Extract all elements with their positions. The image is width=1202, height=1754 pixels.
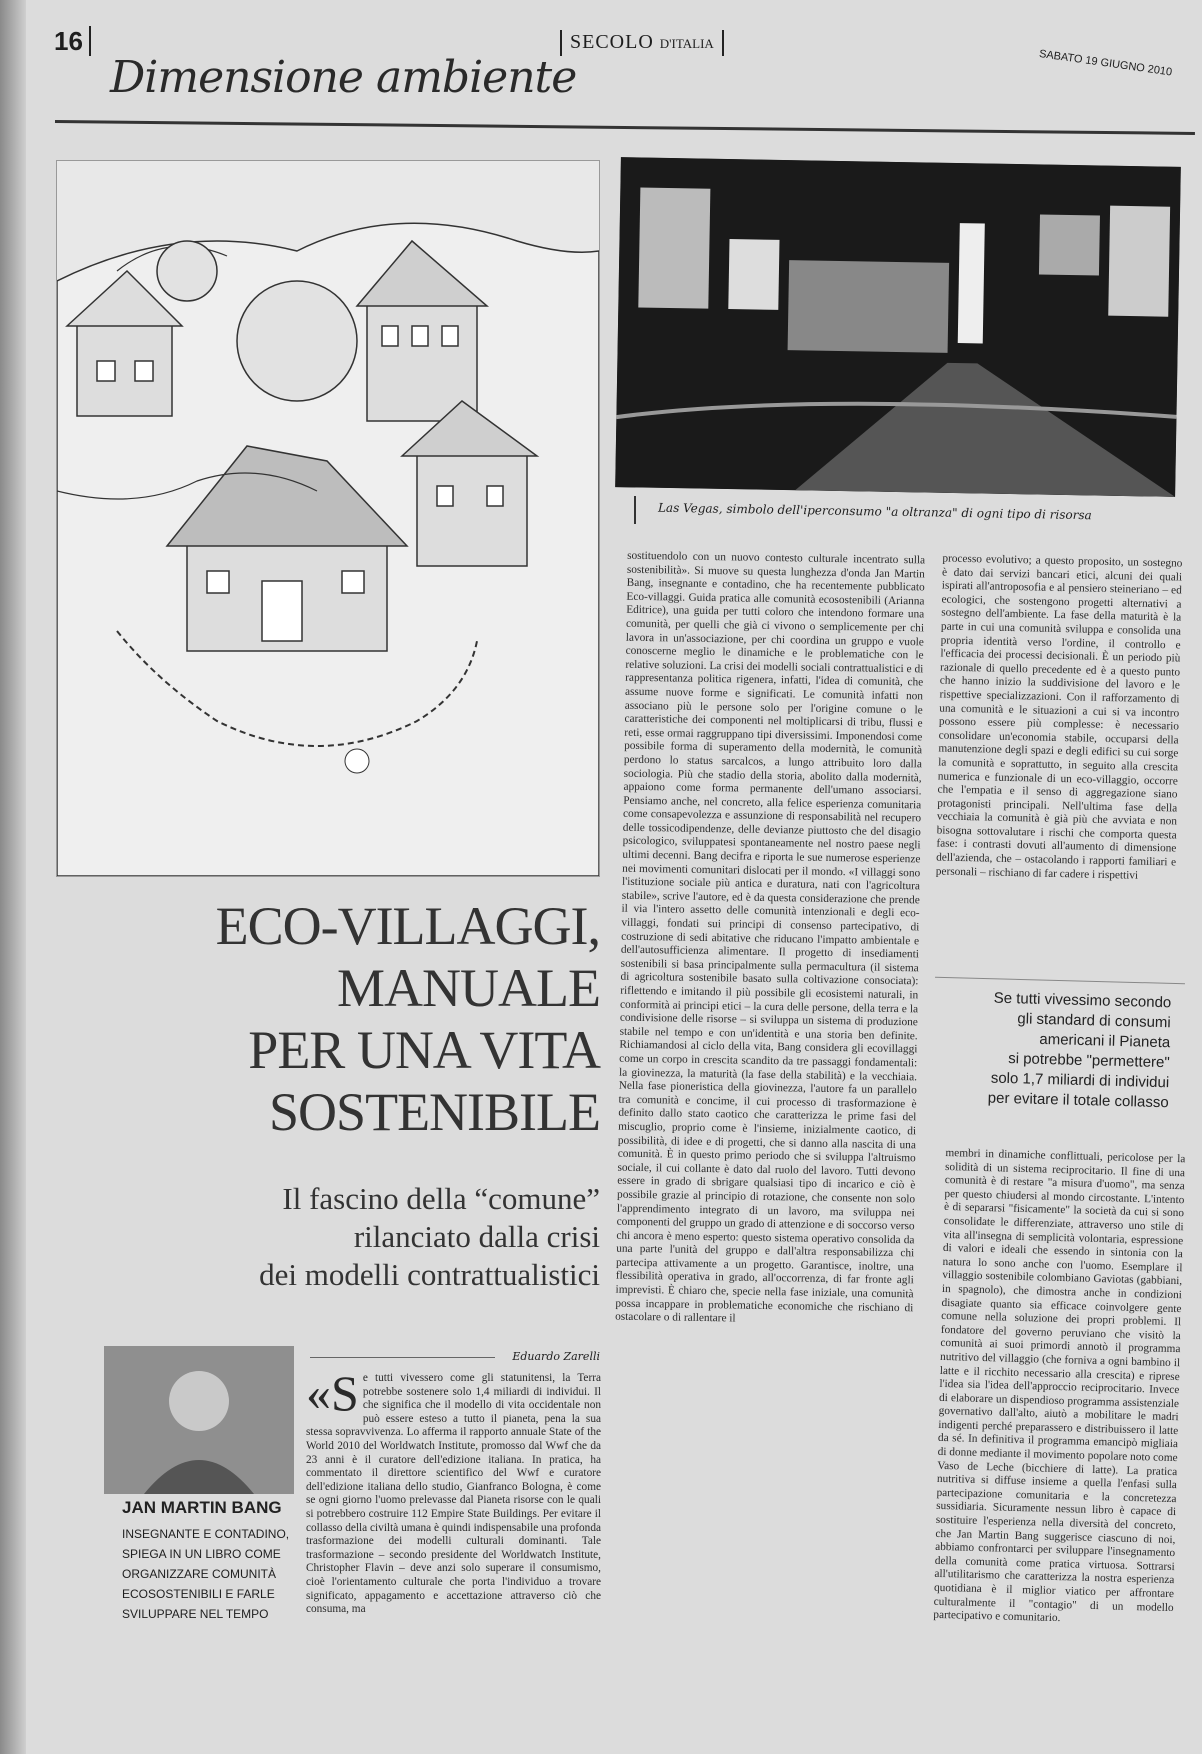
pullquote-line: per evitare il totale collasso — [987, 1089, 1169, 1112]
issue-date: SABATO 19 GIUGNO 2010 — [1038, 48, 1173, 79]
eco-village-illustration — [56, 160, 600, 877]
page-binding-shadow — [0, 0, 26, 1754]
section-title: Dimensione ambiente — [110, 52, 577, 103]
headline-line: ECO-VILLAGGI, — [215, 896, 600, 956]
las-vegas-night-scene — [615, 157, 1181, 497]
pullquote-line: gli standard di consumi — [1017, 1010, 1171, 1032]
page-number: 16 — [54, 26, 91, 56]
masthead-suffix: D'ITALIA — [659, 36, 714, 51]
byline: Eduardo Zarelli — [512, 1350, 600, 1363]
photo-caption: Las Vegas, simbolo dell'iperconsumo "a oltranza" di ogni tipo di risorsa — [657, 500, 1092, 523]
caption-bar — [634, 496, 636, 524]
pullquote-line: americani il Pianeta — [1039, 1030, 1171, 1052]
subhead-line: Il fascino della “comune” — [282, 1181, 600, 1216]
subhead-line: dei modelli contrattualistici — [259, 1257, 600, 1292]
header-rule — [55, 120, 1195, 135]
headline-line: MANUALE — [337, 958, 600, 1018]
pullquote-line: solo 1,7 miliardi di individui — [990, 1069, 1170, 1092]
article-column-4: membri in dinamiche conflittuali, pericolose per la solidità di un sistema reciprocitario. Il fine di una comunità è di restare "a misura d'uomo", ma senza per questo chiudersi al mondo circostante. L'intento è di separarsi "fisicamente" la società da cui si sono consolidate le differenziate, attraverso uno stile di vita all'insegna di semplicità volontaria, espressione di valori e ideali che essendo in sintonia con la natura lo sono anche con l'uomo. Esemplare il villaggio sostenibile colombiano Gaviotas (gabbiani, in spagnolo), che dimostra anche in condizioni disagiate quanto sia efficace coinvolgere gente comune nella soluzione dei propri problemi. Il fondatore del governo peruviano che visitò la comunità ai suoi primordi annotò il programma nutritivo del villaggio (che forniva a ogni bambino il latte e il ricchito necessario alla crescita) e riprese l'idea sia l'idea dell'approccio reciprocitario. Invece di elaborare un dispendioso programma assistenziale governativo dall'alto, aiutò a mobilitare le madri indigenti perché preparassero e distribuissero il latte da sé. In definitiva il programma emancipò migliaia di donne mediante il movimento popolare noto come Vaso de Leche (bicchiere di latte). La pratica nutritiva si diffuse insieme a quella l'enfasi sulla partecipazione comunitaria e la concretezza sussidiaria. Sicuramente nessun libro è capace di sostituire l'esperienza nella diversità del concreto, che Jan Martin Bang suggerisce ciascuno di noi, abbiamo confrontarci per sviluppare l'insegnamento della comunità come pratica virtuosa. Sottrarsi all'utilitarismo che caratterizza la nostra esperienza quotidiana è il miglior viatico per affrontare culturalmente il "contagio" di un modello partecipativo e comunitario. — [933, 1146, 1186, 1625]
village-drawing — [57, 161, 599, 876]
headline-line: PER UNA VITA — [248, 1020, 600, 1080]
bio-name: JAN MARTIN BANG — [122, 1498, 282, 1517]
subhead-line: rilanciato dalla crisi — [353, 1219, 600, 1254]
headline-line: SOSTENIBILE — [269, 1082, 600, 1142]
masthead-name: SECOLO — [570, 31, 654, 53]
article-headline — [120, 895, 600, 1143]
bio-description: INSEGNANTE E CONTADINO, SPIEGA IN UN LIBRO COME ORGANIZZARE COMUNITÀ ECOSOSTENIBILI E FARLE SVILUPPARE NEL TEMPO — [122, 1527, 290, 1621]
pullquote — [918, 987, 1171, 1114]
dropcap: «S — [306, 1372, 359, 1421]
pullquote-line: si potrebbe "permettere" — [1007, 1050, 1170, 1072]
portrait-photo — [104, 1346, 294, 1494]
author-portrait — [104, 1346, 294, 1494]
article-column-3: processo evolutivo; a questo proposito, un sostegno è dato dai servizi bancari etici, alcuni dei quali ispirati all'antroposofia e al pensiero steineriano – ed ecologici, che sostengono progetti alternativi a sostegno dell'ambiente. La fase della maturità è la parte in cui una comunità sviluppa e consolida una propria identità verso l'ordine, il controllo e l'efficacia dei processi decisionali. È un periodo più razionale di quello precedente ed è a questo punto che hanno inizio la suddivisione del lavoro e le rispettive specializzazioni. Con il rafforzamento di una comunità e le situazioni a cui si va incontro possono essere più complesse: è necessario consolidare un'economia stabile, occuparsi della manutenzione degli spazi e degli edifici su cui sorge la comunità e soprattutto, in seguito alla crescita numerica e funzionale di un eco-villaggio, occorre che l'empatia e il senso di aggregazione siano protagonisti principali. Nell'ultima fase della vecchiaia la comunità è già più che avviata e non bisogna sottovalutare i rischi che comporta questa fase: i contrasti dovuti all'aumento di dimensione dell'azienda, che – ostacolando i rapporti familiari e personali – rischiano di far cadere i rispettivi — [935, 552, 1183, 882]
newspaper-masthead — [560, 30, 724, 56]
article-subhead — [120, 1180, 600, 1294]
las-vegas-photo — [615, 157, 1181, 497]
column-1-text: e tutti vivessero come gli statunitensi, la Terra potrebbe sostenere solo 1,4 miliardi di individui. Il che significa che il modello di vita occidentale non può essere esteso a tutto il pianeta, pena la sua stessa sopravvivenza. Lo afferma il rapporto annuale State of the World 2010 del Worldwatch Institute, promosso dal Wwf che da 23 anni è il curatore dell'edizione italiana. In pratica, ha commentato il direttore scientifico del Wwf e curatore dell'edizione italiana dello studio, Gianfranco Bologna, è come se ogni giorno l'uomo prelevasse dal Pianeta risorse con le quali si potrebbero costruire 112 Empire State Buildings. Per evitare il collasso della civiltà umana è quindi indispensabile una profonda trasformazione dei modelli culturali dominanti. Tale trasformazione – secondo presidente del Worldwatch Institute, Christopher Flavin – deve anzi solo superare il consumismo, cioè l'orientamento culturale che porta l'individuo a trovare significato, appagamento e accettazione attraverso ciò che consuma, ma — [306, 1372, 601, 1616]
article-column-2: sostituendolo con un nuovo contesto culturale incentrato sulla sostenibilità». Si muove su questa lunghezza d'onda Jan Martin Bang, insegnante e contadino, che ha recentemente pubblicato Eco-villaggi. Guida pratica alle comunità ecosostenibili (Arianna Editrice), una guida per tutti coloro che intendono formare una comunità, per quelli che già ci vivono o semplicemente per chi lavora in un'associazione, per chi coordina un gruppo e vuole conoscerne meglio le dinamiche e le problematiche con le relative soluzioni. La crisi dei modelli sociali contrattualistici e di rappresentanza politica rigenera, infatti, l'idea di comunità, che assume nuove forme e significati. Le comunità infatti non associano più le persone solo per l'origine comune o le caratteristiche dei componenti nel moltiplicarsi di tribu, flussi e reti, esse ormai raggruppano tipi diversissimi. Imponendosi come possibile forma di superamento della modernità, le comunità perdono lo status sarcalcos, a lungo attribuito loro dalla sociologia. Più che stadio della storia, abolito dalla modernità, appaiono come forma permanente dell'umano associarsi. Pensiamo anche, nel concreto, alla felice esperienza comunitaria come consapevolezza e assunzione di responsabilità nel recupero delle tossicodipendenze, delle devianze piuttosto che del disagio psicologico, sviluppatesi spontaneamente nel nostro paese negli ultimi decenni. Bang decifra e riporta le sue numerose esperienze nei movimenti comunitari dislocati per il mondo. «I villaggi sono l'istituzione sociale più antica e duratura, nati con l'agricoltura stabile», scrive l'autore, ed è da questa considerazione che prende il via l'intero assetto delle comunità intenzionali e degli eco-villaggi, fondati sui principi di consenso partecipativo, di costruzione di sedi abitative che riducano l'impatto ambientale e dell'autosufficienza alimentare. Il progetto di insediamenti sostenibili si basa principalmente sulla permacultura (il sistema di agricoltura sostenibile basato sulla coltivazione consociata): riflettendo e imitando il più possibile gli ecosistemi naturali, in conformità ai principi etici – la cura delle persone, della terra e la condivisione delle risorse – si sviluppa un sistema di produzione stabile nel tempo e con un'identità e una storia ben definite. Richiamandosi al ciclo della vita, Bang considera gli ecovillaggi come un corpo in crescita scandito da tre passaggi fondamentali: la giovinezza, la maturità (la fase della stabilità) e la vecchiaia. Nella fase pioneristica della giovinezza, l'autore fa un parallelo tra comunità e concime, il cui processo di trasformazione è definito dallo stato caotico che caratterizza le prime fasi del miscuglio, proprio come è l'insieme, inizialmente caotico, di possibilità, di idee e di progetti, che si danno alla nascita di una comunità. È in questo primo periodo che si sviluppa l'altruismo sociale, il cui collante è dato dal ruolo del lavoro. Tutti devono essere in grado di sbrigare qualsiasi tipo di incarico e ciò è possibile grazie al principio di rotazione, che consente non solo l'apprendimento integrato di un lavoro, ma sviluppa nei componenti del gruppo un grado di attenzione e di soccorso verso chi ancora è meno esperto: questo sistema operativo consolida da una parte l'unità del gruppo e dall'altra responsabilizza chi partecipa attivamente a un progetto. Garantisce, inoltre, una flessibilità operativa in grado, all'occorrenza, di far fronte agli imprevisti. È chiaro che, specie nella fase iniziale, una comunità possa incappare in problematiche economiche che rischiano di ostacolare o di rallentare il — [615, 549, 926, 1325]
pullquote-line: Se tutti vivessimo secondo — [993, 989, 1172, 1012]
article-column-1 — [306, 1372, 601, 1722]
